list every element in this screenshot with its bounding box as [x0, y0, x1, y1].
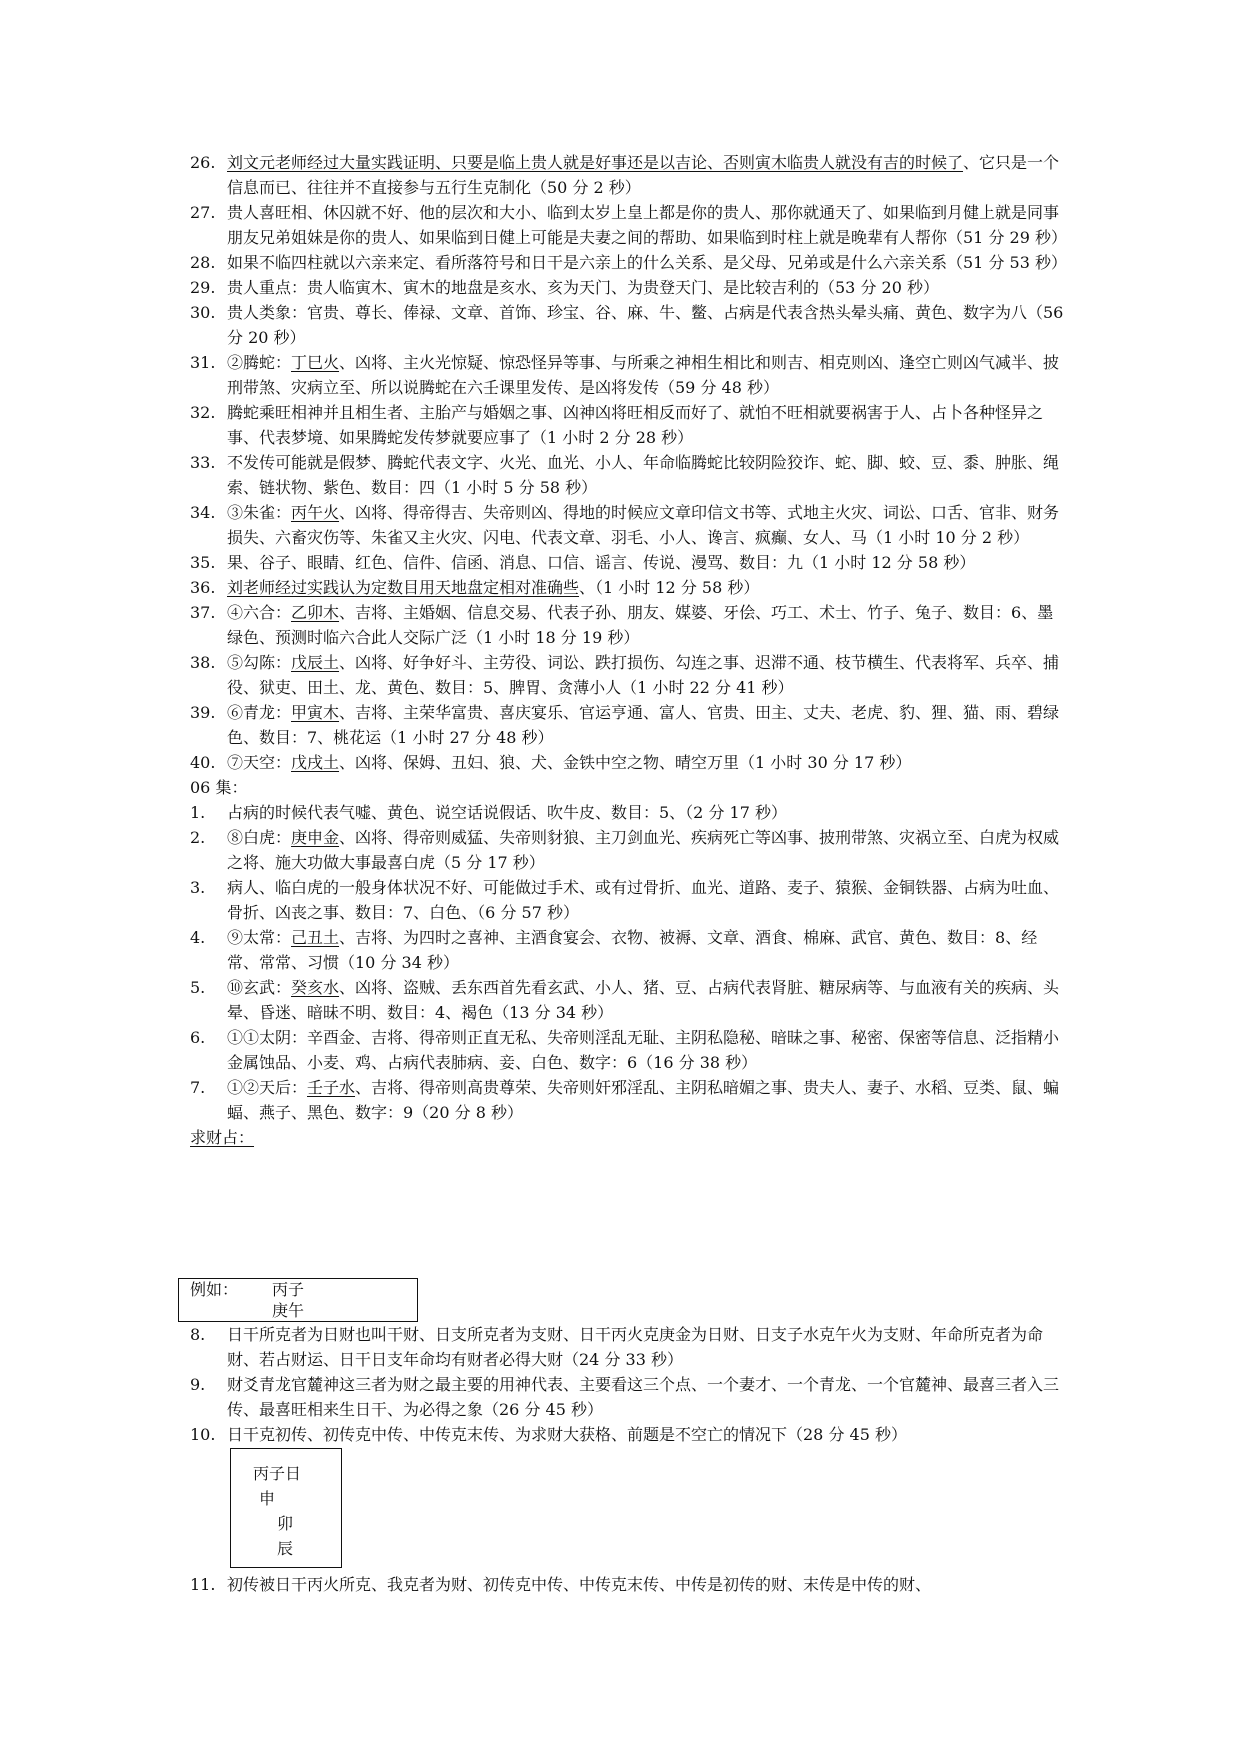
item-number: 4.: [190, 928, 206, 947]
chain-line: 卯: [277, 1514, 294, 1533]
item-number: 27.: [190, 203, 216, 222]
item-prefix: ⑨太常：: [227, 928, 292, 947]
item-number: 34.: [190, 503, 216, 522]
item-text: 、凶将、保姆、丑妇、狼、犬、金铁中空之物、晴空万里（1 小时 30 分 17 秒）: [339, 753, 912, 772]
list-item: [190, 1075, 1065, 1125]
notes-list-top: [190, 150, 1065, 1150]
item-number: 30.: [190, 303, 216, 322]
item-number: 11.: [190, 1575, 216, 1594]
item-text: 贵人喜旺相、休囚就不好、他的层次和大小、临到太岁上皇上都是你的贵人、那你就通天了、如果临到月健上就是同事朋友兄弟姐妹是你的贵人、如果临到日健上可能是夫妻之间的帮助、如果临到时柱上就是晚辈有人帮你（51 分 29 秒）: [227, 203, 1067, 247]
item-prefix: ④六合：: [227, 603, 292, 622]
list-item: [190, 550, 1065, 575]
item-text: 财爻青龙官麓神这三者为财之最主要的用神代表、主要看这三个点、一个妻才、一个青龙、一个官麓神、最喜三者入三传、最喜旺相来生日干、为必得之象（26 分 45 秒）: [227, 1375, 1060, 1419]
underlined-text: 戊辰土: [291, 653, 340, 672]
item-text: 果、谷子、眼睛、红色、信件、信函、消息、口信、谣言、传说、漫骂、数目：九（1 小时 12 分 58 秒）: [227, 553, 976, 572]
list-item: [190, 800, 1065, 825]
example-label: 例如：: [190, 1280, 239, 1299]
item-number: 9.: [190, 1375, 206, 1394]
underlined-text: 甲寅木: [291, 703, 340, 722]
item-text: ①①太阴：辛酉金、吉将、得帝则正直无私、失帝则淫乱无耻、主阴私隐秘、暗昧之事、秘密、保密等信息、泛指精小金属蚀品、小麦、鸡、占病代表肺病、妾、白色、数字：6（16 分 38 秒）: [227, 1028, 1060, 1072]
underlined-text: 丁巳火: [291, 353, 340, 372]
list-item: [190, 500, 1065, 550]
chain-line: 申: [259, 1489, 276, 1508]
underlined-text: 刘文元老师经过大量实践证明、只要是临上贵人就是好事还是以吉论、否则寅木临贵人就没有吉的时候了: [227, 153, 964, 172]
item-number: 31.: [190, 353, 216, 372]
item-number: 35.: [190, 553, 216, 572]
list-item: [190, 275, 1065, 300]
underlined-text: 庚申金: [291, 828, 340, 847]
item-number: 28.: [190, 253, 216, 272]
item-number: 10.: [190, 1425, 216, 1444]
item-number: 39.: [190, 703, 216, 722]
item-prefix: ⑥青龙：: [227, 703, 292, 722]
list-item: [190, 200, 1065, 250]
item-number: 6.: [190, 1028, 206, 1047]
item-text: 初传被日干丙火所克、我克者为财、初传克中传、中传克末传、中传是初传的财、末传是中传的财、: [227, 1575, 932, 1594]
underlined-text: 刘老师经过实践认为定数目用天地盘定相对准确些: [227, 578, 580, 597]
list-item: [190, 575, 1065, 600]
list-item: [190, 1322, 1065, 1372]
list-item: [190, 875, 1065, 925]
list-item: [190, 150, 1065, 200]
item-text: 、（1 小时 12 分 58 秒）: [579, 578, 760, 597]
item-number: 38.: [190, 653, 216, 672]
list-item: [190, 1025, 1065, 1075]
item-text: 日干所克者为日财也叫干财、日支所克者为支财、日干丙火克庚金为日财、日支子水克午火为支财、年命所克者为命财、若占财运、日干日支年命均有财者必得大财（24 分 33 秒）: [227, 1325, 1044, 1369]
item-number: 1.: [190, 803, 206, 822]
item-prefix: ①②天后：: [227, 1078, 308, 1097]
list-item: [190, 1372, 1065, 1422]
notes-list-bottom: [190, 1572, 1065, 1597]
chain-line: 辰: [277, 1539, 294, 1558]
item-text: 占病的时候代表气嘘、黄色、说空话说假话、吹牛皮、数目：5、（2 分 17 秒）: [227, 803, 787, 822]
list-item: [190, 750, 1065, 775]
item-text: 如果不临四柱就以六亲来定、看所落符号和日干是六亲上的什么关系、是父母、兄弟或是什么六亲关系（51 分 53 秒）: [227, 253, 1067, 272]
list-item: [190, 250, 1065, 275]
list-item: [190, 350, 1065, 400]
list-item: [190, 700, 1065, 750]
item-number: 32.: [190, 403, 216, 422]
item-number: 36.: [190, 578, 216, 597]
item-text: 、凶将、盗贼、丢东西首先看玄武、小人、猪、豆、占病代表肾脏、糖尿病等、与血液有关的疾病、头晕、昏迷、暗昧不明、数目：4、褐色（13 分 34 秒）: [227, 978, 1060, 1022]
item-text: 、凶将、主火光惊疑、惊恐怪异等事、与所乘之神相生相比和则吉、相克则凶、逢空亡则凶气减半、披刑带煞、灾病立至、所以说腾蛇在六壬课里发传、是凶将发传（59 分 48 秒）: [227, 353, 1060, 397]
item-number: 26.: [190, 153, 216, 172]
item-prefix: ⑩玄武：: [227, 978, 292, 997]
item-prefix: ⑤勾陈：: [227, 653, 292, 672]
underlined-text: 癸亥水: [291, 978, 340, 997]
episode-heading: 06 集：: [190, 778, 248, 797]
list-item: [190, 450, 1065, 500]
wealth-heading: 求财占：: [190, 1128, 255, 1147]
item-number: 8.: [190, 1325, 206, 1344]
list-item: [190, 1422, 1065, 1447]
notes-list-wealth: [190, 1322, 1065, 1447]
item-text: 日干克初传、初传克中传、中传克末传、为求财大获格、前题是不空亡的情况下（28 分 45 秒）: [227, 1425, 907, 1444]
item-text: 、凶将、好争好斗、主劳役、词讼、跌打损伤、勾连之事、迟滞不通、枝节横生、代表将军、兵卒、捕役、狱吏、田土、龙、黄色、数目：5、脾胃、贪薄小人（1 小时 22 分 41 秒）: [227, 653, 1060, 697]
example-line: 庚午: [272, 1301, 305, 1320]
item-text: 贵人类象：官贵、尊长、俸禄、文章、首饰、珍宝、谷、麻、牛、鳖、占病是代表含热头晕头痛、黄色、数字为八（56 分 20 秒）: [227, 303, 1064, 347]
underlined-text: 戊戌土: [291, 753, 340, 772]
item-prefix: ②腾蛇：: [227, 353, 292, 372]
item-text: 病人、临白虎的一般身体状况不好、可能做过手术、或有过骨折、血光、道路、麦子、猿猴、金铜铁器、占病为吐血、骨折、凶丧之事、数目：7、白色、（6 分 57 秒）: [227, 878, 1060, 922]
item-number: 40.: [190, 753, 216, 772]
list-item: [190, 825, 1065, 875]
item-text: 、凶将、得帝则威猛、失帝则豺狼、主刀剑血光、疾病死亡等凶事、披刑带煞、灾祸立至、白虎为权威之将、施大功做大事最喜白虎（5 分 17 秒）: [227, 828, 1060, 872]
list-item: [190, 300, 1065, 350]
item-text: 贵人重点：贵人临寅木、寅木的地盘是亥水、亥为天门、为贵登天门、是比较吉利的（53 分 20 秒）: [227, 278, 939, 297]
chain-line: 丙子日: [253, 1464, 302, 1483]
item-text: 、吉将、主荣华富贵、喜庆宴乐、官运亨通、富人、官贵、田主、丈夫、老虎、豹、狸、猫、雨、碧绿色、数目：7、桃花运（1 小时 27 分 48 秒）: [227, 703, 1060, 747]
item-number: 3.: [190, 878, 206, 897]
item-text: 、吉将、为四时之喜神、主酒食宴会、衣物、被褥、文章、酒食、棉麻、武官、黄色、数目：8、经常、常常、习惯（10 分 34 秒）: [227, 928, 1038, 972]
example-line: 丙子: [272, 1280, 305, 1299]
item-text: 、吉将、得帝则高贵尊荣、失帝则奸邪淫乱、主阴私暗媚之事、贵夫人、妻子、水稻、豆类、鼠、蝙蝠、燕子、黑色、数字：9（20 分 8 秒）: [227, 1078, 1060, 1122]
item-number: 33.: [190, 453, 216, 472]
item-prefix: ⑦天空：: [227, 753, 292, 772]
item-text: 、它只是一个信息而已、往往并不直接参与五行生克制化（50 分 2 秒）: [227, 153, 1060, 197]
underlined-text: 乙卯木: [291, 603, 340, 622]
list-item: [190, 975, 1065, 1025]
list-item: [190, 400, 1065, 450]
item-number: 2.: [190, 828, 206, 847]
underlined-text: 丙午火: [291, 503, 340, 522]
item-text: 、吉将、主婚姻、信息交易、代表子孙、朋友、媒婆、牙侩、巧工、术士、竹子、兔子、数目：6、墨绿色、预测时临六合此人交际广泛（1 小时 18 分 19 秒）: [227, 603, 1054, 647]
list-item: [190, 650, 1065, 700]
item-number: 5.: [190, 978, 206, 997]
item-prefix: ⑧白虎：: [227, 828, 292, 847]
item-number: 37.: [190, 603, 216, 622]
list-item: [190, 1572, 1065, 1597]
item-text: 不发传可能就是假梦、腾蛇代表文字、火光、血光、小人、年命临腾蛇比较阴险狡诈、蛇、脚、蛟、豆、黍、肿胀、绳索、链状物、紫色、数目：四（1 小时 5 分 58 秒）: [227, 453, 1060, 497]
item-text: 腾蛇乘旺相神并且相生者、主胎产与婚姻之事、凶神凶将旺相反而好了、就怕不旺相就要祸害于人、占卜各种怪异之事、代表梦境、如果腾蛇发传梦就要应事了（1 小时 2 分 28 秒）: [227, 403, 1044, 447]
transmission-chain-box: [230, 1448, 342, 1568]
example-box: [178, 1278, 418, 1322]
item-number: 29.: [190, 278, 216, 297]
underlined-text: 壬子水: [307, 1078, 356, 1097]
list-item: [190, 600, 1065, 650]
list-item: [190, 925, 1065, 975]
underlined-text: 己丑土: [291, 928, 340, 947]
item-number: 7.: [190, 1078, 206, 1097]
item-prefix: ③朱雀：: [227, 503, 292, 522]
item-text: 、凶将、得帝得吉、失帝则凶、得地的时候应文章印信文书等、式地主火灾、词讼、口舌、官非、财务损失、六畜灾伤等、朱雀又主火灾、闪电、代表文章、羽毛、小人、谗言、疯癫、女人、马（1 小时 10 分 2 秒）: [227, 503, 1060, 547]
